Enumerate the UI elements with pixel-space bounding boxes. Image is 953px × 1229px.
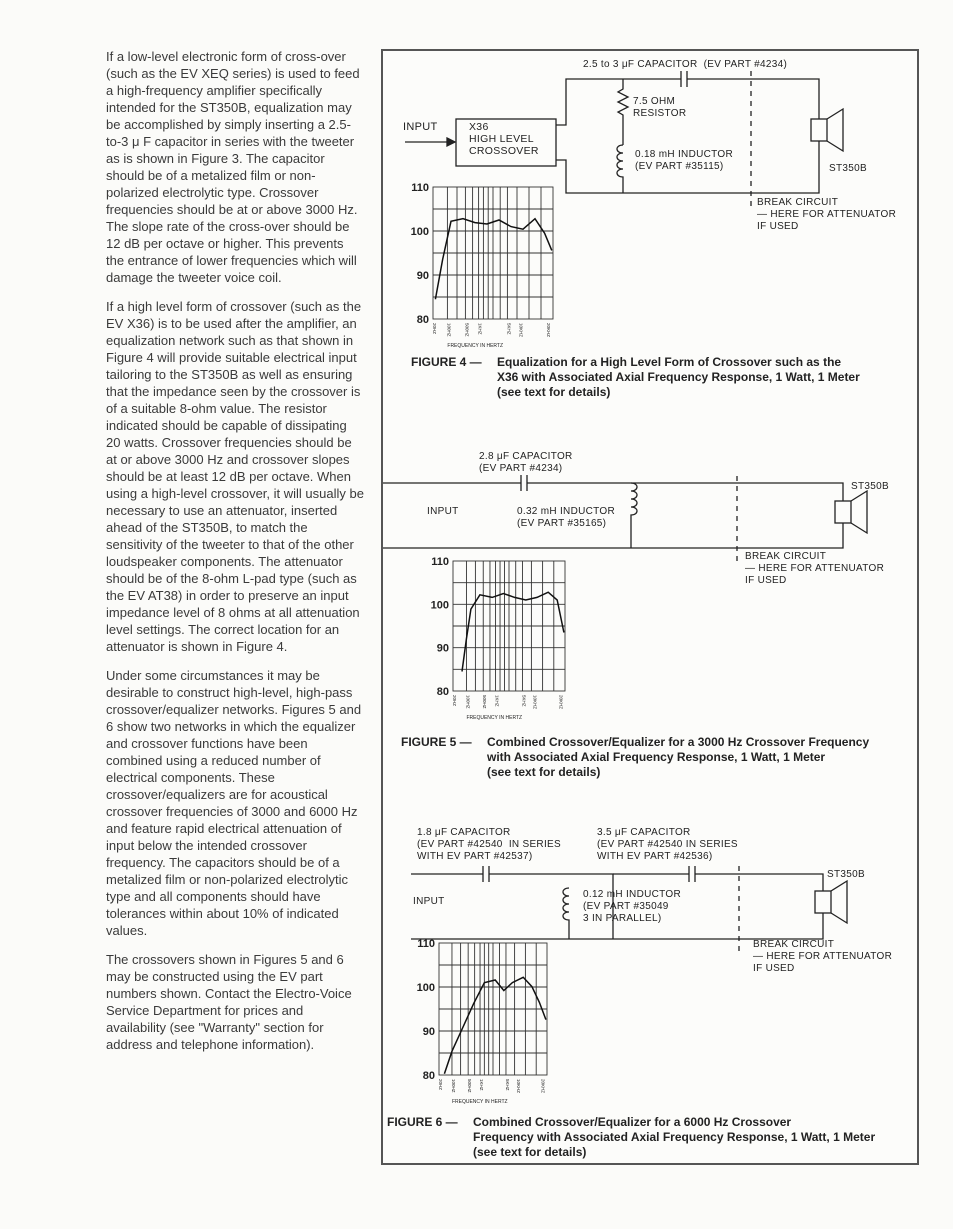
fig6-speaker-label: ST350B [827, 869, 865, 880]
fig5-schematic [383, 475, 867, 561]
fig4-caption-text: Equalization for a High Level Form of Crossover such as the X36 with Associated Axial Frequency Response, 1 Watt, 1 Meter (see text for details) [497, 355, 860, 399]
x-tick-label: 500HZ [464, 323, 470, 337]
x-tick-label: 20HZ [438, 1079, 443, 1091]
fig4-speaker-label: ST350B [829, 163, 867, 174]
fig4-resistor-label: 7.5 OHM RESISTOR [633, 96, 687, 119]
x-tick-label: 100HZ [450, 1079, 456, 1093]
fig6-capacitor1-label: 1.8 μF CAPACITOR (EV PART #42540 IN SERIES WITH EV PART #42537) [417, 827, 561, 862]
x-tick-label: 100HZ [465, 695, 471, 709]
fig5-caption-label: FIGURE 5 — [401, 735, 472, 749]
y-tick-label: 100 [410, 226, 429, 238]
fig5-break-label: BREAK CIRCUIT — HERE FOR ATTENUATOR IF USED [745, 551, 885, 586]
y-tick-label: 90 [416, 270, 429, 282]
figures-frame [381, 49, 919, 1165]
fig5-speaker-label: ST350B [851, 481, 889, 492]
x-tick-label: 20HZ [432, 323, 437, 335]
fig4-caption-label: FIGURE 4 — [411, 355, 482, 369]
y-tick-label: 90 [436, 642, 449, 655]
x-tick-label: 5KHZ [521, 695, 527, 707]
fig5-caption-text: Combined Crossover/Equalizer for a 3000 Hz Crossover Frequency with Associated Axial Frequency Response, 1 Watt, 1 Meter (see text for details) [487, 735, 870, 779]
fig6-input-label: INPUT [413, 896, 445, 907]
fig6-capacitor2-label: 3.5 μF CAPACITOR (EV PART #42540 IN SERIES WITH EV PART #42536) [597, 827, 738, 862]
y-tick-label: 100 [430, 599, 449, 612]
x-tick-label: 10KHZ [518, 323, 524, 338]
x-tick-label: 20HZ [452, 695, 457, 707]
x-tick-label: 5KHZ [504, 1079, 510, 1091]
x-tick-label: 500HZ [482, 695, 488, 709]
paragraph-2: If a high level form of crossover (such as the EV X36) is to be used after the amplifier, an equalization network such as that shown in Figure 4 will provide suitable electrical input tailoring to the ST350B as well as ensuring that the impedance seen by the crossover is of a suitable 8-ohm value. The resistor indicated should be capable of dissipating 20 watts. Crossover frequencies should be at or above 3000 Hz and crossover slopes should be at least 12 dB per octave. When using a high-level crossover, it will usually be necessary to use an attenuator, inserted ahead of the ST350B, to match the sensitivity of the tweeter to that of the other loudspeaker components. The attenuator should be of the 8-ohm L-pad type (such as the EV AT38) in order to preserve an input impedance level of 8 ohms at all attenuation level settings. The correct location for an attenuator is shown in Figure 4. [106, 299, 364, 654]
y-tick-label: 80 [422, 1070, 435, 1082]
fig6-caption-label: FIGURE 6 — [387, 1115, 458, 1129]
fig5-inductor-label: 0.32 mH INDUCTOR (EV PART #35165) [517, 506, 615, 529]
fig4-inductor-label: 0.18 mH INDUCTOR (EV PART #35115) [635, 149, 733, 172]
x-tick-label: 20KHZ [546, 323, 551, 338]
fig4-input-label: INPUT [403, 121, 438, 133]
x-tick-label: 1KHZ [479, 1079, 485, 1091]
body-text-column [106, 48, 364, 1065]
y-tick-label: 110 [411, 182, 429, 194]
x-tick-label: 10KHZ [515, 1079, 521, 1094]
fig6-response-graph [417, 938, 547, 1105]
fig5-input-label: INPUT [427, 506, 459, 517]
x-tick-label: 20KHZ [540, 1079, 546, 1094]
y-tick-label: 100 [416, 982, 435, 994]
fig5-response-graph [431, 556, 565, 721]
fig4-crossover-label: X36 HIGH LEVEL CROSSOVER [469, 121, 539, 157]
y-tick-label: 110 [417, 938, 435, 950]
fig5-capacitor-label: 2.8 μF CAPACITOR (EV PART #4234) [479, 451, 573, 474]
x-axis-label: FREQUENCY IN HERTZ [451, 1099, 508, 1105]
paragraph-1: If a low-level electronic form of cross-over (such as the EV XEQ series) is used to feed a high-frequency amplifier specifically intended for the ST350B, equalization may be accomplished by simply inserting a 2.5-to-3 μ F capacitor in series with the tweeter as is shown in Figure 3. The capacitor should be of a metalized film or non-polarized electrolytic type. Crossover frequencies should be at or above 3000 Hz. The slope rate of the cross-over should be 12 dB per octave or higher. This prevents the entrance of lower frequencies which will damage the tweeter voice coil. [106, 49, 360, 285]
paragraph-4: The crossovers shown in Figures 5 and 6 may be constructed using the EV part numbers shown. Contact the Electro-Voice Service Department for prices and availability (see "Warranty" section for address and telephone information). [106, 952, 352, 1052]
paragraph-3: Under some circumstances it may be desirable to construct high-level, high-pass crossover/equalizer networks. Figures 5 and 6 show two networks in which the equalizer and crossover functions have been combined using a reduced number of electrical components. These crossover/equalizers are for acoustical crossover frequencies of 3000 and 6000 Hz and feature rapid electrical attenuation of input below the intended crossover frequency. The capacitors should be of a metalized film or non-polarized electrolytic type and all components should have tolerances within about 10% of indicated values. [106, 668, 362, 938]
x-axis-label: FREQUENCY IN HERTZ [447, 343, 504, 349]
x-tick-label: 100HZ [446, 323, 452, 337]
fig6-inductor-label: 0.12 mH INDUCTOR (EV PART #35049 3 IN PARALLEL) [583, 889, 681, 924]
x-tick-label: 5KHZ [506, 323, 512, 335]
y-tick-label: 80 [436, 686, 449, 698]
fig6-caption-text: Combined Crossover/Equalizer for a 6000 Hz Crossover Frequency with Associated Axial Frequency Response, 1 Watt, 1 Meter (see text for details) [473, 1115, 876, 1159]
y-tick-label: 90 [422, 1026, 435, 1038]
x-tick-label: 500HZ [467, 1079, 473, 1093]
x-tick-label: 1KHZ [494, 695, 500, 707]
y-tick-label: 80 [416, 314, 429, 326]
fig6-break-label: BREAK CIRCUIT — HERE FOR ATTENUATOR IF USED [753, 939, 893, 974]
fig4-capacitor-label: 2.5 to 3 μF CAPACITOR (EV PART #4234) [583, 59, 788, 70]
x-axis-label: FREQUENCY IN HERTZ [466, 715, 523, 721]
response-curve [444, 977, 546, 1073]
x-tick-label: 20KHZ [558, 695, 564, 710]
x-tick-label: 1KHZ [477, 323, 483, 335]
fig4-break-label: BREAK CIRCUIT — HERE FOR ATTENUATOR IF USED [757, 197, 897, 232]
y-tick-label: 110 [431, 556, 449, 568]
x-tick-label: 10KHZ [532, 695, 538, 710]
fig4-response-graph [411, 182, 553, 349]
